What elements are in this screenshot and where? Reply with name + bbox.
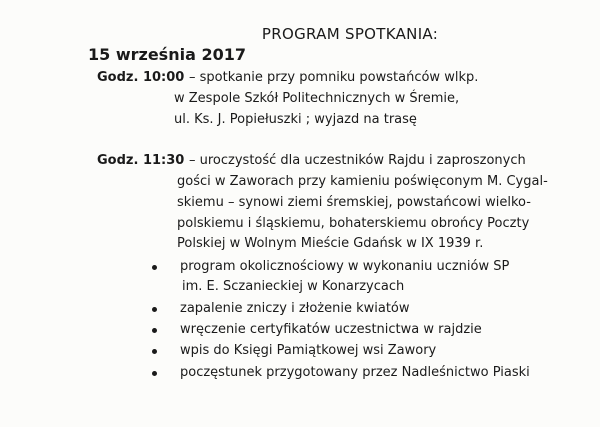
session-1-line-2: w Zespole Szkół Politechnicznych w Śremie,: [174, 91, 460, 106]
bullet-icon: [152, 265, 157, 270]
session-2-line-2: gości w Zaworach przy kamieniu poświęconym M. Cygal-: [177, 174, 548, 189]
bullet-icon: [152, 328, 157, 333]
session-2-line-5: Polskiej w Wolnym Mieście Gdańsk w IX 1939 r.: [177, 236, 484, 251]
list-item-continuation: im. E. Sczanieckiej w Konarzycach: [182, 279, 405, 294]
session-1-time: Godz. 10:00: [97, 70, 185, 85]
list-item-text: program okolicznościowy w wykonaniu uczniów SP: [180, 259, 510, 274]
list-item-text: poczęstunek przygotowany przez Nadleśnictwo Piaski: [180, 365, 530, 380]
session-2-line-3: skiemu – synowi ziemi śremskiej, powstańcowi wielko-: [177, 195, 531, 210]
session-2-time: Godz. 11:30: [97, 153, 185, 168]
event-date: 15 września 2017: [88, 45, 246, 64]
session-2-line-1: – uroczystość dla uczestników Rajdu i zaproszonych: [189, 153, 526, 168]
list-item-text: wręczenie certyfikatów uczestnictwa w rajdzie: [180, 322, 482, 337]
session-1-line-1: – spotkanie przy pomniku powstańców wlkp.: [189, 70, 479, 85]
bullet-icon: [152, 371, 157, 376]
session-2-line-4: polskiemu i śląskiemu, bohaterskiemu obrońcy Poczty: [177, 216, 530, 231]
document-title: PROGRAM SPOTKANIA:: [261, 25, 439, 43]
session-1-line-3: ul. Ks. J. Popiełuszki ; wyjazd na trasę: [174, 112, 417, 127]
list-item-text: zapalenie zniczy i złożenie kwiatów: [180, 301, 410, 316]
bullet-icon: [152, 349, 157, 354]
list-item-text: wpis do Księgi Pamiątkowej wsi Zawory: [180, 343, 437, 358]
bullet-icon: [152, 307, 157, 312]
